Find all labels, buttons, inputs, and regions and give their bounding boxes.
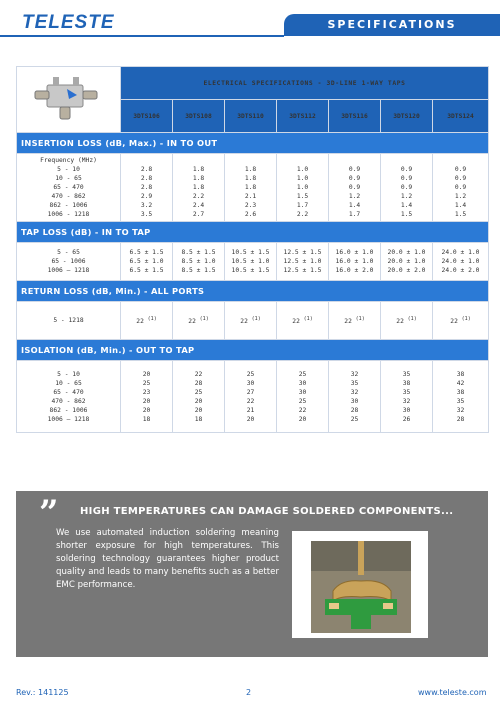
value-cell: 10.5 ± 1.5 10.5 ± 1.0 10.5 ± 1.5 bbox=[225, 243, 277, 281]
value-cell: 0.9 0.9 0.9 1.2 1.4 1.7 bbox=[329, 154, 381, 222]
value-text: 22 bbox=[292, 318, 300, 326]
value-cell: 20.0 ± 1.0 20.0 ± 1.0 20.0 ± 2.0 bbox=[381, 243, 433, 281]
value-text: 22 bbox=[136, 318, 144, 326]
frequency-labels: Frequency (MHz) 5 - 10 10 - 65 65 - 470 470 - 862 862 - 1006 1006 - 1218 bbox=[17, 154, 121, 222]
section-header-insertion-loss: INSERTION LOSS (dB, Max.) - IN TO OUT bbox=[17, 133, 489, 154]
value-cell: 8.5 ± 1.5 8.5 ± 1.0 8.5 ± 1.5 bbox=[173, 243, 225, 281]
value-cell: 1.0 1.0 1.0 1.5 1.7 2.2 bbox=[277, 154, 329, 222]
page-number: 2 bbox=[246, 688, 252, 697]
value-cell: 24.0 ± 1.0 24.0 ± 1.0 24.0 ± 2.0 bbox=[433, 243, 489, 281]
model-header: 3DTS106 bbox=[121, 100, 173, 133]
footnote-marker: (1) bbox=[147, 315, 157, 322]
value-cell: 20 25 23 20 20 18 bbox=[121, 361, 173, 433]
value-cell bbox=[225, 302, 277, 340]
frequency-labels: 5 - 1218 bbox=[17, 302, 121, 340]
value-cell: 1.8 1.8 1.8 2.2 2.4 2.7 bbox=[173, 154, 225, 222]
value-cell: 0.9 0.9 0.9 1.2 1.4 1.5 bbox=[381, 154, 433, 222]
value-cell: 38 42 38 35 32 28 bbox=[433, 361, 489, 433]
revision-label: Rev.: 141125 bbox=[16, 688, 69, 697]
header-rule bbox=[0, 35, 284, 37]
value-text: 22 bbox=[188, 318, 196, 326]
soldering-photo-illustration bbox=[311, 541, 411, 633]
value-cell bbox=[329, 302, 381, 340]
frequency-labels: 5 - 65 65 - 1006 1006 – 1218 bbox=[17, 243, 121, 281]
value-cell: 25 30 30 25 22 20 bbox=[277, 361, 329, 433]
value-cell: 32 35 32 30 28 25 bbox=[329, 361, 381, 433]
footnote-marker: (1) bbox=[199, 315, 209, 322]
footnote-marker: (1) bbox=[355, 315, 365, 322]
value-cell: 2.8 2.8 2.8 2.9 3.2 3.5 bbox=[121, 154, 173, 222]
value-text: 22 bbox=[240, 318, 248, 326]
product-image bbox=[17, 67, 121, 133]
value-cell: 22 28 25 20 20 18 bbox=[173, 361, 225, 433]
value-cell bbox=[381, 302, 433, 340]
value-cell: 25 30 27 22 21 20 bbox=[225, 361, 277, 433]
model-header: 3DTS120 bbox=[381, 100, 433, 133]
value-text: 22 bbox=[396, 318, 404, 326]
footnote-marker: (1) bbox=[461, 315, 471, 322]
callout-title: HIGH TEMPERATURES CAN DAMAGE SOLDERED COMPONENTS... bbox=[80, 506, 454, 517]
model-header: 3DTS124 bbox=[433, 100, 489, 133]
section-header-isolation: ISOLATION (dB, Min.) - OUT TO TAP bbox=[17, 340, 489, 361]
quote-mark-icon: ” bbox=[39, 493, 59, 533]
model-header: 3DTS108 bbox=[173, 100, 225, 133]
teleste-logo: TELESTE bbox=[22, 12, 115, 33]
callout-body: We use automated induction soldering meaning shorter exposure for high temperatures. This soldering technology guarantees higher product quality and leads to many benefits such as a better EMC performance. bbox=[56, 528, 279, 590]
soldering-photo bbox=[311, 541, 411, 633]
model-header: 3DTS116 bbox=[329, 100, 381, 133]
tap-device-icon bbox=[29, 73, 109, 123]
section-header-tap-loss: TAP LOSS (dB) - IN TO TAP bbox=[17, 222, 489, 243]
footnote-marker: (1) bbox=[303, 315, 313, 322]
specifications-table bbox=[16, 66, 489, 433]
model-header: 3DTS112 bbox=[277, 100, 329, 133]
value-cell: 0.9 0.9 0.9 1.2 1.4 1.5 bbox=[433, 154, 489, 222]
value-cell: 1.8 1.8 1.8 2.1 2.3 2.6 bbox=[225, 154, 277, 222]
value-text: 22 bbox=[450, 318, 458, 326]
section-title-bar: SPECIFICATIONS bbox=[284, 14, 500, 36]
value-cell: 12.5 ± 1.5 12.5 ± 1.0 12.5 ± 1.5 bbox=[277, 243, 329, 281]
value-cell bbox=[173, 302, 225, 340]
footnote-marker: (1) bbox=[407, 315, 417, 322]
value-cell: 6.5 ± 1.5 6.5 ± 1.0 6.5 ± 1.5 bbox=[121, 243, 173, 281]
table-title: ELECTRICAL SPECIFICATIONS - 3D-LINE 1-WAY TAPS bbox=[121, 67, 489, 100]
website-link[interactable]: www.teleste.com bbox=[418, 688, 487, 697]
value-cell: 16.0 ± 1.0 16.0 ± 1.0 16.0 ± 2.0 bbox=[329, 243, 381, 281]
value-cell bbox=[433, 302, 489, 340]
frequency-labels: 5 - 10 10 - 65 65 - 470 470 - 862 862 - 1006 1006 – 1218 bbox=[17, 361, 121, 433]
value-cell bbox=[121, 302, 173, 340]
footnote-marker: (1) bbox=[251, 315, 261, 322]
value-cell bbox=[277, 302, 329, 340]
section-header-return-loss: RETURN LOSS (dB, Min.) - ALL PORTS bbox=[17, 281, 489, 302]
model-header: 3DTS110 bbox=[225, 100, 277, 133]
value-text: 22 bbox=[344, 318, 352, 326]
value-cell: 35 38 35 32 30 26 bbox=[381, 361, 433, 433]
